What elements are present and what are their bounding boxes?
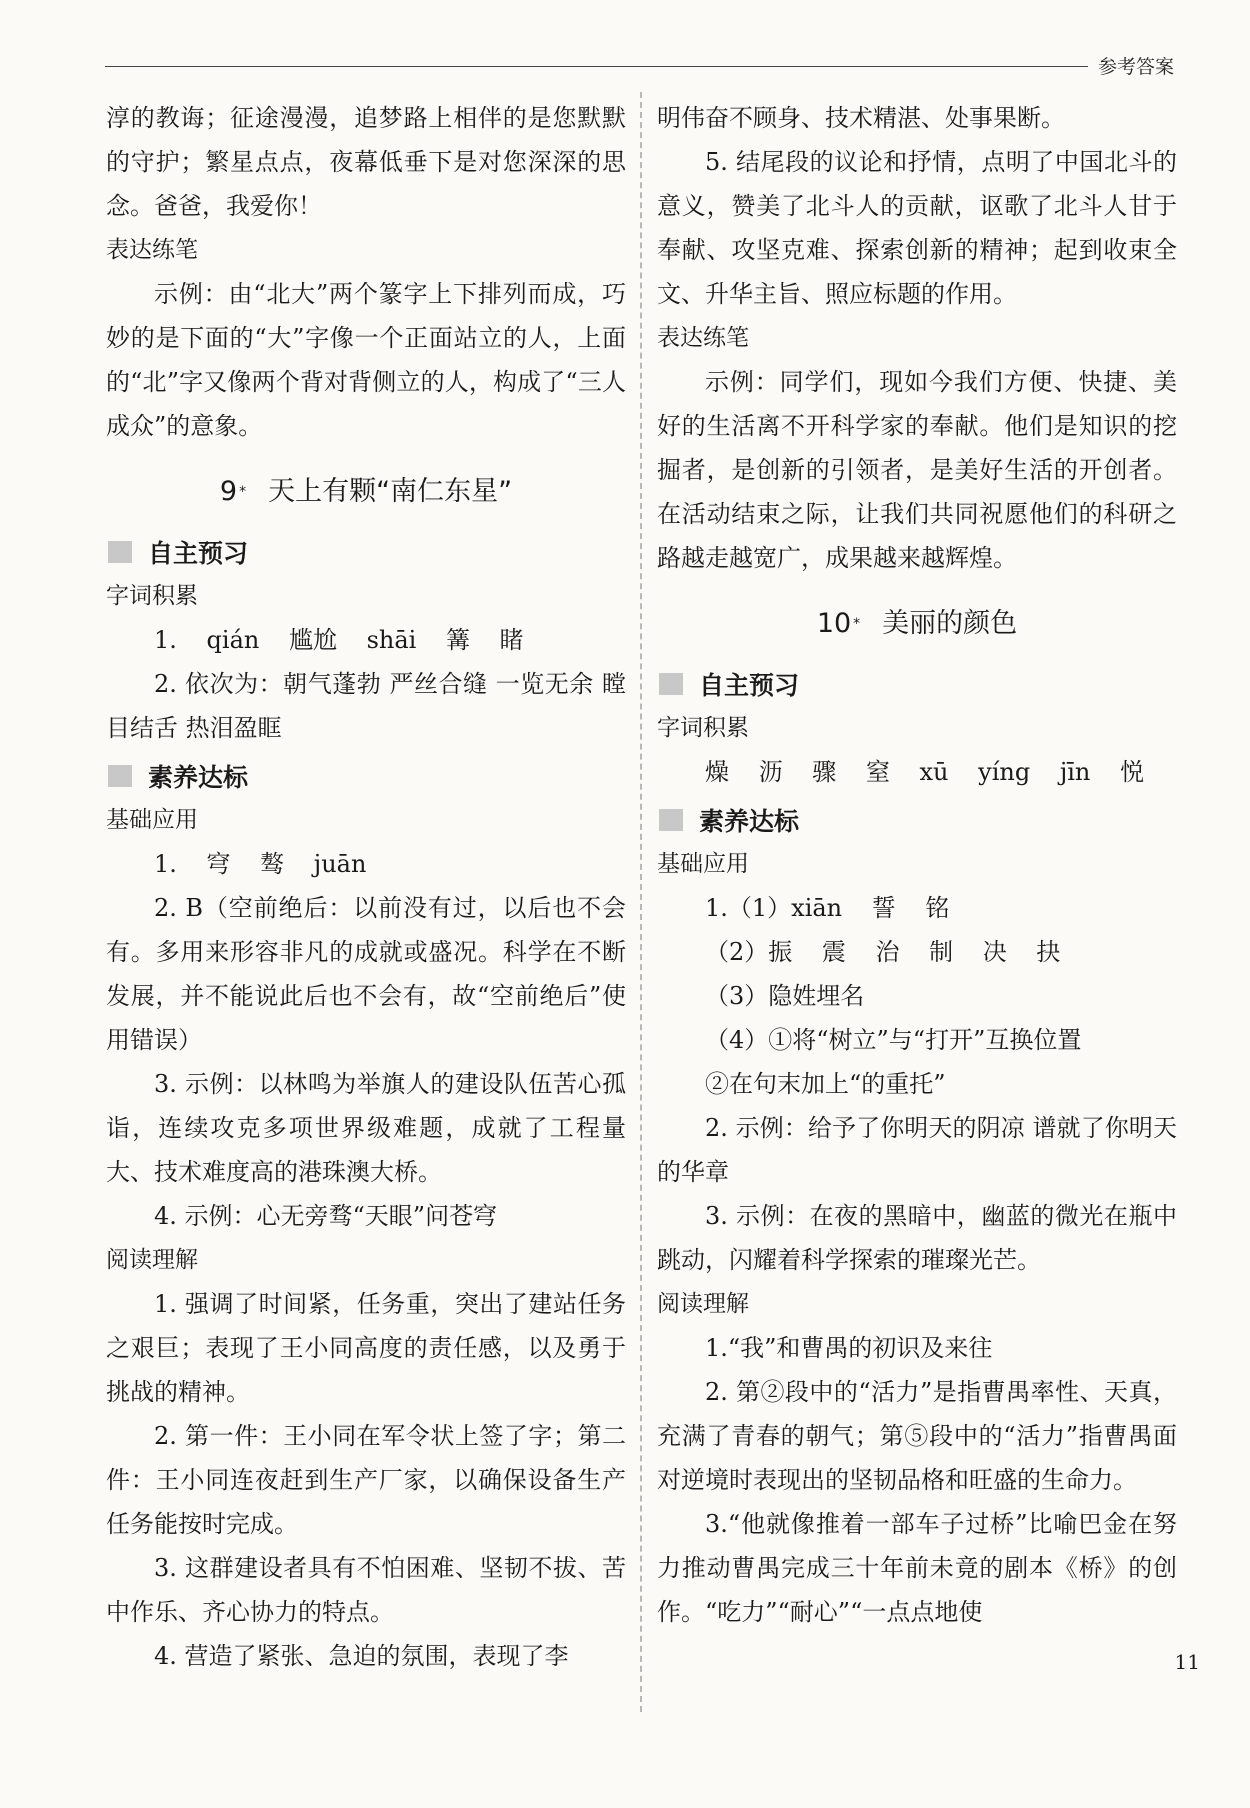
section-header-preview [106, 530, 626, 574]
answer-item: 3. 这群建设者具有不怕困难、坚韧不拔、苦中作乐、齐心协力的特点。 [106, 1554, 626, 1626]
reading-label: 阅读理解 [106, 1247, 198, 1273]
basic-application-label: 基础应用 [657, 851, 749, 877]
section-header-preview [657, 662, 1177, 706]
intro-paragraph: 淳的教诲；征途漫漫，追梦路上相伴的是您默默的守护；繁星点点，夜幕低垂下是对您深深的思念。爸爸，我爱你！ [106, 104, 626, 220]
answer-item: 1. 穹 骜 juān [154, 850, 367, 878]
answer-item: 2. 依次为：朝气蓬勃 严丝合缝 一览无余 瞠目结舌 热泪盈眶 [106, 670, 626, 742]
column-divider [640, 92, 642, 1712]
lesson-star: * [239, 484, 247, 500]
answer-item: 3. 示例：以林鸣为举旗人的建设队伍苦心孤诣，连续攻克多项世界级难题，成就了工程量大、技术难度高的港珠澳大桥。 [106, 1070, 626, 1186]
header-rule [105, 66, 1090, 67]
vocabulary-label: 字词积累 [106, 583, 198, 609]
answer-item: 2. 第一件：王小同在军令状上签了字；第二件：王小同连夜赶到生产厂家，以确保设备生产任务能按时完成。 [106, 1422, 626, 1538]
lesson-10-title [657, 602, 1177, 646]
answer-item: （4）①将“树立”与“打开”互换位置 [705, 1026, 1082, 1054]
expression-answer: 示例：由“北大”两个篆字上下排列而成，巧妙的是下面的“大”字像一个正面站立的人，上面的“北”字又像两个背对背侧立的人，构成了“三人成众”的意象。 [106, 280, 626, 440]
lesson-title-text: 天上有颗“南仁东星” [268, 476, 513, 507]
section-header-quality [657, 798, 1177, 842]
answer-item: 2. 第②段中的“活力”是指曹禺率性、天真，充满了青春的朝气；第⑤段中的“活力”指曹禺面对逆境时表现出的坚韧品格和旺盛的生命力。 [657, 1378, 1177, 1494]
continued-paragraph: 明伟奋不顾身、技术精湛、处事果断。 [657, 104, 1065, 132]
lesson-number: 10 [816, 608, 852, 639]
header-label: 参考答案 [1088, 52, 1174, 79]
answer-item: 3. 示例：在夜的黑暗中，幽蓝的微光在瓶中跳动，闪耀着科学探索的璀璨光芒。 [657, 1202, 1177, 1274]
basic-application-label: 基础应用 [106, 807, 198, 833]
right-column [657, 96, 1177, 1634]
answer-item: 4. 示例：心无旁骛“天眼”问苍穹 [154, 1202, 498, 1230]
answer-item: （3）隐姓埋名 [705, 982, 865, 1010]
expression-label: 表达练笔 [657, 325, 749, 351]
answer-item: 1.“我”和曹禺的初识及来往 [705, 1334, 993, 1362]
section-title: 素养达标 [699, 807, 800, 836]
answer-item: （2）振 震 治 制 决 抉 [705, 938, 1061, 966]
page-number: 11 [1174, 1650, 1200, 1674]
answer-item: 2. 示例：给予了你明天的阴凉 谱就了你明天的华章 [657, 1114, 1177, 1186]
lesson-star: * [853, 616, 861, 632]
section-marker-icon [108, 765, 132, 787]
section-header-quality [106, 754, 626, 798]
answer-item: 3.“他就像推着一部车子过桥”比喻巴金在努力推动曹禺完成三十年前未竟的剧本《桥》的创作。“吃力”“耐心”“一点点地使 [657, 1510, 1177, 1626]
section-title: 自主预习 [699, 671, 800, 700]
left-column [106, 96, 626, 1678]
expression-label: 表达练笔 [106, 237, 198, 263]
answer-item: 4. 营造了紧张、急迫的氛围，表现了李 [154, 1642, 569, 1670]
answer-item: ②在句末加上“的重托” [705, 1070, 946, 1098]
vocabulary-label: 字词积累 [657, 715, 749, 741]
lesson-title-text: 美丽的颜色 [882, 608, 1018, 639]
answer-item: 5. 结尾段的议论和抒情，点明了中国北斗的意义，赞美了北斗人的贡献，讴歌了北斗人甘于奉献、攻坚克难、探索创新的精神；起到收束全文、升华主旨、照应标题的作用。 [657, 148, 1177, 308]
answer-item: 燥 沥 骤 窒 xū yíng jīn 悦 [705, 758, 1145, 786]
answer-item: 1. 强调了时间紧，任务重，突出了建站任务之艰巨；表现了王小同高度的责任感，以及勇于挑战的精神。 [106, 1290, 626, 1406]
section-marker-icon [659, 673, 683, 695]
expression-answer: 示例：同学们，现如今我们方便、快捷、美好的生活离不开科学家的奉献。他们是知识的挖掘者，是创新的引领者，是美好生活的开创者。在活动结束之际，让我们共同祝愿他们的科研之路越走越宽广，成果越来越辉煌。 [657, 368, 1177, 572]
section-title: 素养达标 [148, 763, 249, 792]
section-marker-icon [659, 809, 683, 831]
section-title: 自主预习 [148, 539, 249, 568]
reading-label: 阅读理解 [657, 1291, 749, 1317]
lesson-number: 9 [219, 476, 238, 507]
answer-item: 1. qián 尴尬 shāi 篝 睹 [154, 626, 524, 654]
lesson-9-title [106, 470, 626, 514]
answer-item: 2. B（空前绝后：以前没有过，以后也不会有。多用来形容非凡的成就或盛况。科学在不断发展，并不能说此后也不会有，故“空前绝后”使用错误） [106, 894, 626, 1054]
answer-item: 1.（1）xiān 誓 铭 [705, 894, 950, 922]
section-marker-icon [108, 541, 132, 563]
